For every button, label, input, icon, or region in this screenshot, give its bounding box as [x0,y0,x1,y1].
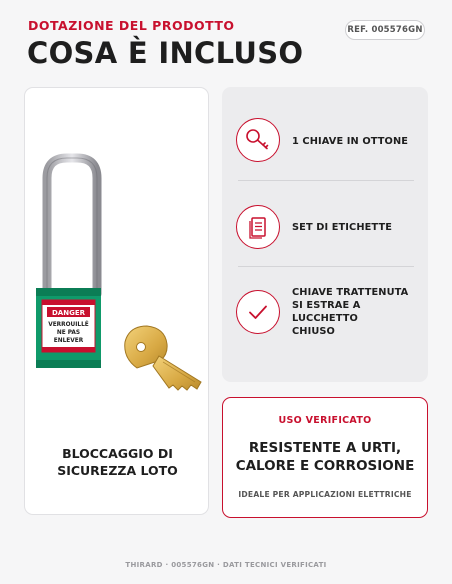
divider [238,266,414,267]
lock-label-line2: VERROUILLÉ [48,322,89,328]
included-item-retained-key [222,282,428,342]
padlock-image [25,126,209,426]
usage-eyebrow: USO VERIFICATO [278,415,372,426]
usage-headline-line2: CALORE E CORROSIONE [235,458,415,474]
padlock-illustration [25,126,209,426]
usage-headline [223,439,427,475]
document-icon [236,205,280,249]
label-line: SI ESTRAE A LUCCHETTO [292,300,361,324]
product-card [24,87,209,515]
checkmark-icon [236,290,280,334]
product-name-line2: SICUREZZA LOTO [57,463,178,478]
page-title: COSA È INCLUSO [27,36,304,70]
lock-label-danger: DANGER [51,309,86,317]
product-name [25,445,209,479]
product-name-line1: BLOCCAGGIO DI [62,446,173,461]
usage-note: IDEALE PER APPLICAZIONI ELETTRICHE [238,490,412,499]
included-items-card [222,87,428,382]
key-icon [236,118,280,162]
label-line: CHIAVE TRATTENUTA [292,287,409,298]
included-item-labels [222,197,428,257]
included-item-key [222,110,428,170]
footer-text: THIRARD · 005576GN · DATI TECNICI VERIFICATI [125,561,327,569]
lock-label-line4: ENLEVER [53,338,84,344]
usage-card [222,397,428,518]
brass-key-illustration [125,326,201,390]
included-item-label: SET DI ETICHETTE [292,222,393,233]
lock-label-line3: NE PAS [56,330,81,336]
included-item-label: 1 CHIAVE IN OTTONE [292,136,409,147]
label-line: CHIUSO [292,326,335,337]
divider [238,180,414,181]
included-item-label [292,286,428,338]
reference-badge: REF. 005576GN [345,20,425,40]
section-eyebrow: DOTAZIONE DEL PRODOTTO [28,18,235,33]
usage-headline-line1: RESISTENTE A URTI, [248,440,402,456]
